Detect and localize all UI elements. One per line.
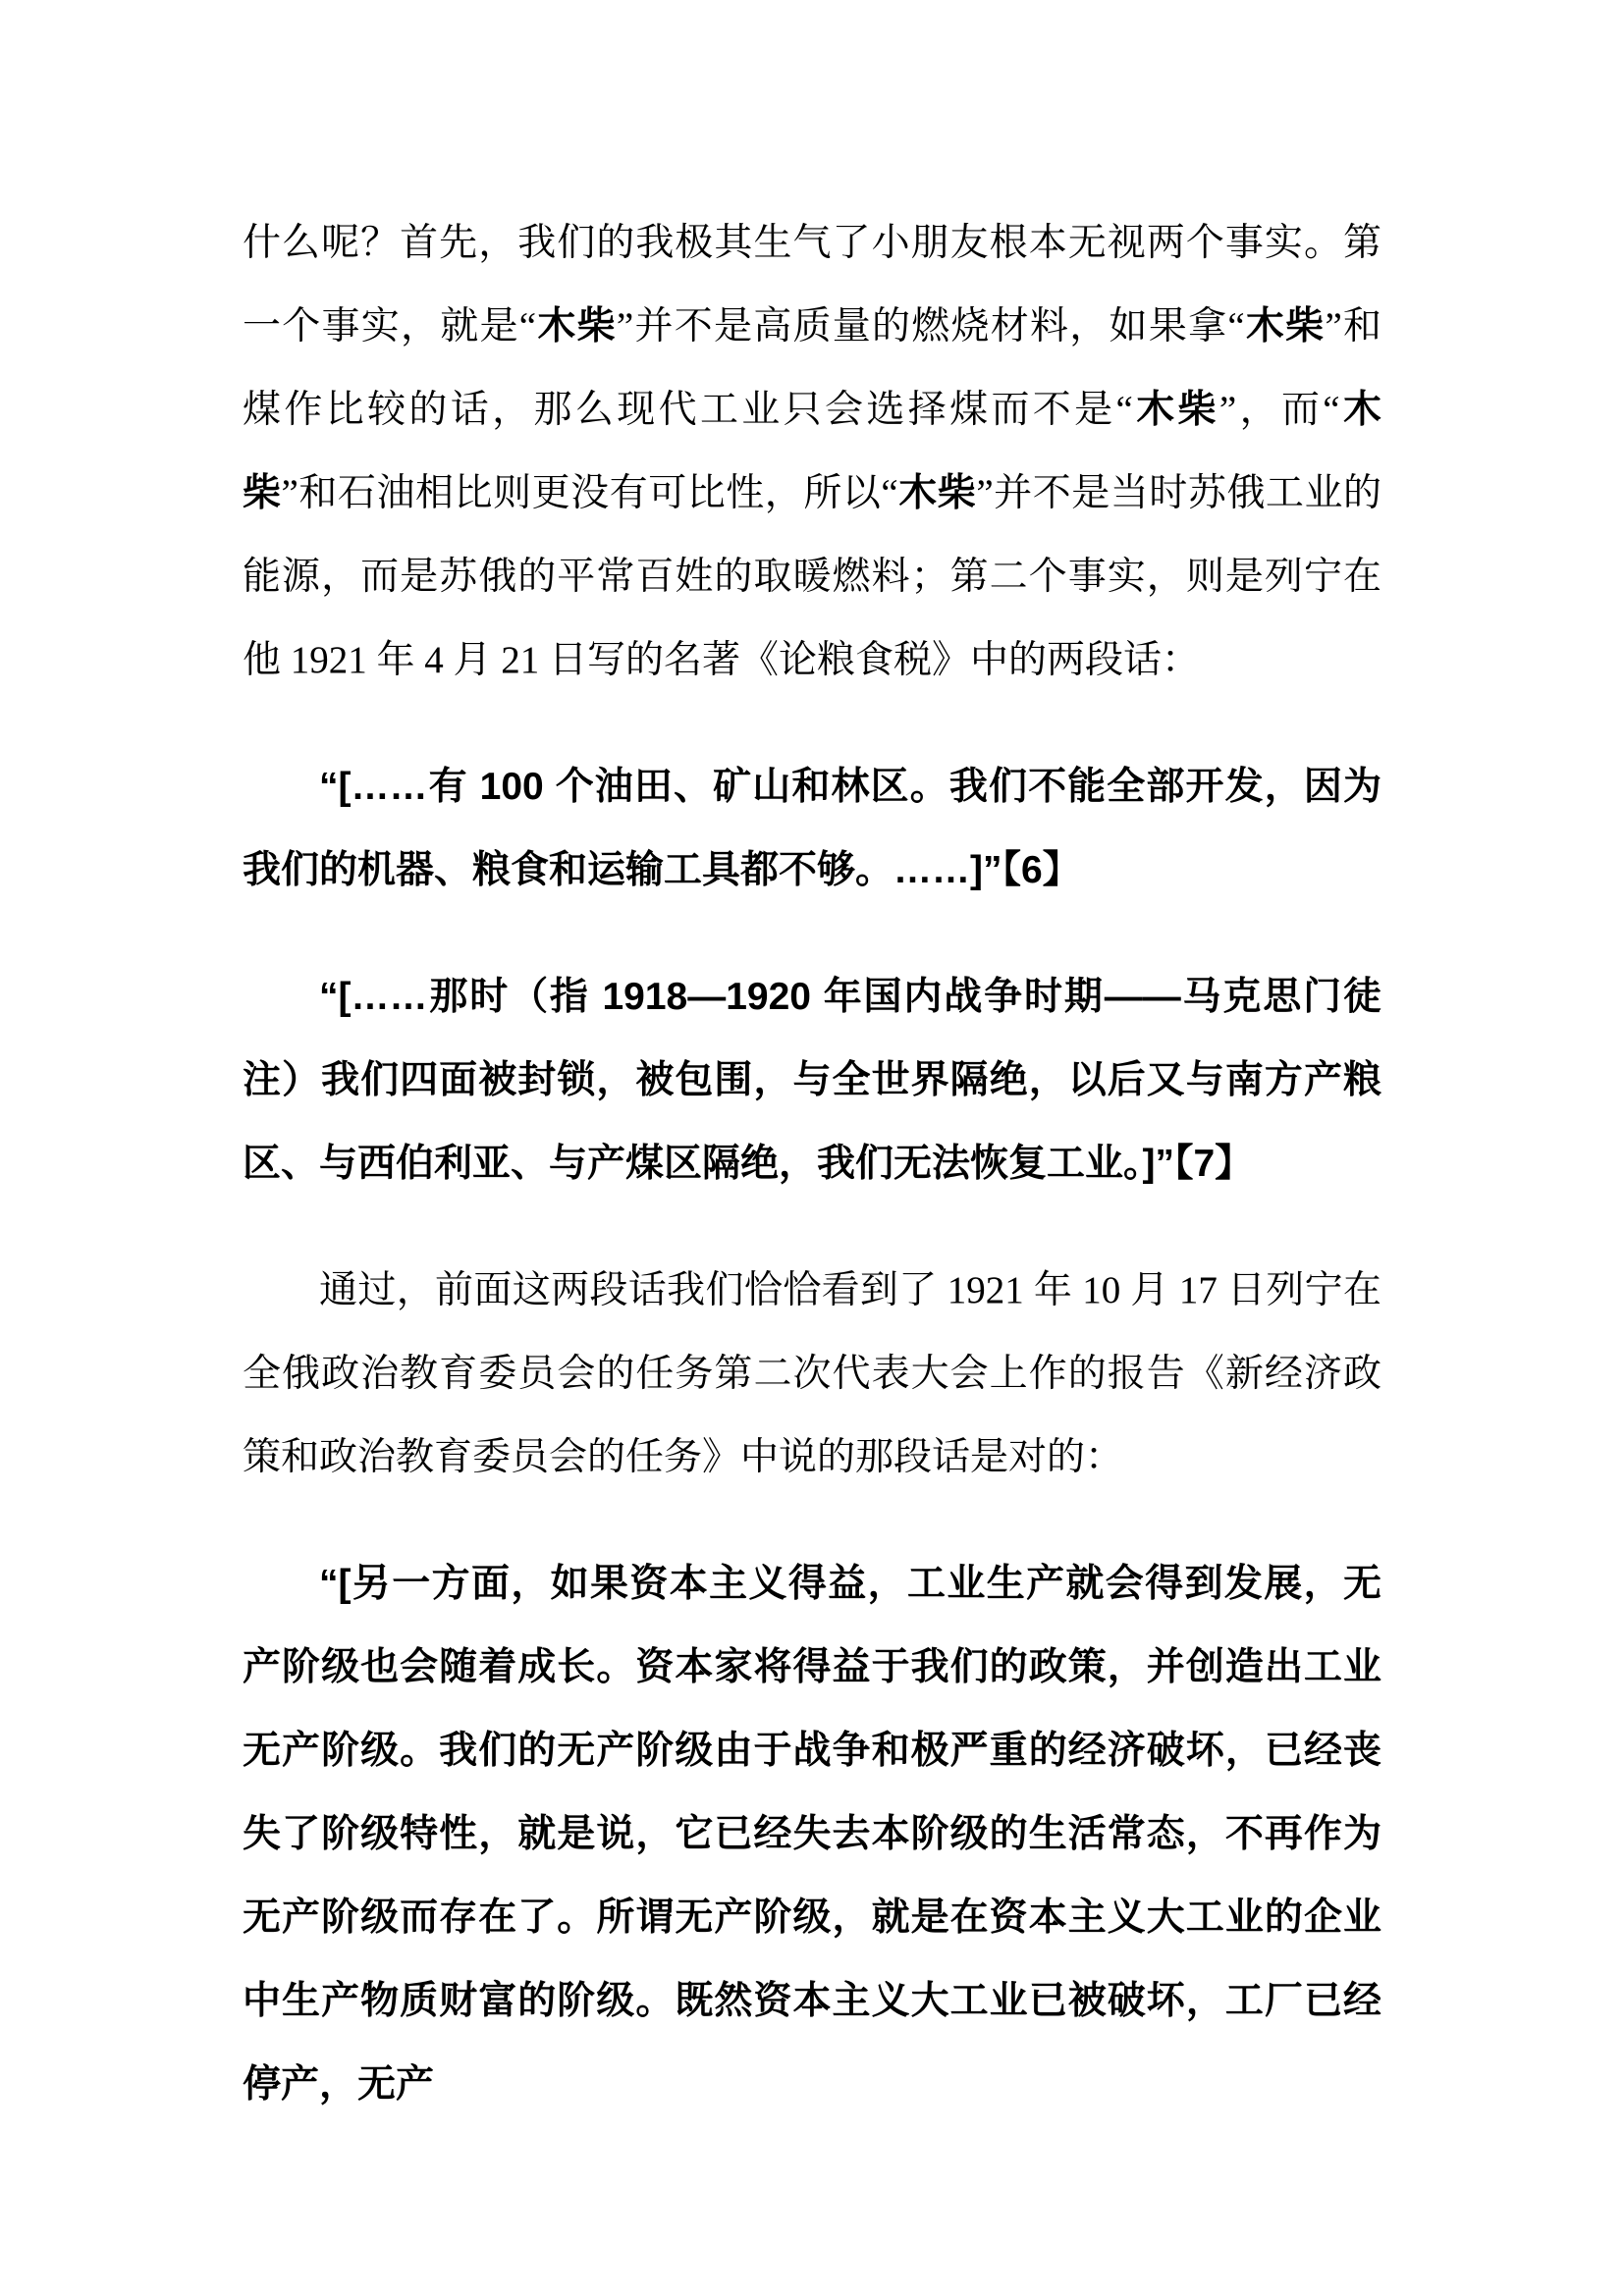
page-text-block xyxy=(243,201,1381,2126)
text-run: ”和石油相比则更没有可比性，所以“ xyxy=(281,472,898,514)
text-run: ”并不是高质量的燃烧材料，如果拿“ xyxy=(616,305,1245,347)
bold-text-run: “[另一方面，如果资本主义得益，工业生产就会得到发展，无产阶级也会随着成长。资本家将得益于我们的政策，并创造出工业无产阶级。我们的无产阶级由于战争和极严重的经济破坏，已经丧失了阶级特性，就是说，它已经失去本阶级的生活常态，不再作为无产阶级而存在了。所谓无产阶级，就是在资本主义大工业的企业中生产物质财富的阶级。既然资本主义大工业已被破坏，工厂已经停产，无产 xyxy=(243,1563,1381,2106)
bold-text-run: 木柴 xyxy=(243,389,1381,514)
lenin-quote-2 xyxy=(243,955,1381,1205)
bold-text-run: “[……那时（指 1918—1920 年国内战争时期——马克思门徒注）我们四面被封锁，被包围，与全世界隔绝，以后又与南方产粮区、与西伯利亚、与产煤区隔绝，我们无法恢复工业。]”【7】 xyxy=(243,976,1381,1185)
text-run: 什么呢？首先，我们的我极其生气了小朋友根本无视两个事实。第一个事实，就是“ xyxy=(243,222,1381,347)
bold-text-run: 木柴 xyxy=(1132,389,1219,431)
lenin-quote-3 xyxy=(243,1542,1381,2126)
text-run: ”并不是当时苏俄工业的能源，而是苏俄的平常百姓的取暖燃料；第二个事实，则是列宁在他 1921 年 4 月 21 日写的名著《论粮食税》中的两段话： xyxy=(243,472,1381,681)
intro-paragraph xyxy=(243,201,1381,702)
bold-text-run: 木柴 xyxy=(1244,305,1326,347)
lenin-quote-1 xyxy=(243,745,1381,912)
text-run: 通过，前面这两段话我们恰恰看到了 1921 年 10 月 17 日列宁在全俄政治教育委员会的任务第二次代表大会上作的报告《新经济政策和政治教育委员会的任务》中说的那段话是对的： xyxy=(243,1269,1381,1478)
text-run: ”，而“ xyxy=(1218,389,1340,431)
bold-text-run: 木柴 xyxy=(536,305,617,347)
text-run: ”和煤作比较的话，那么现代工业只会选择煤而不是“ xyxy=(243,305,1382,431)
commentary-paragraph xyxy=(243,1249,1381,1499)
bold-text-run: “[……有 100 个油田、矿山和林区。我们不能全部开发，因为我们的机器、粮食和运输工具都不够。……]”【6】 xyxy=(243,766,1381,891)
bold-text-run: 木柴 xyxy=(897,472,977,514)
